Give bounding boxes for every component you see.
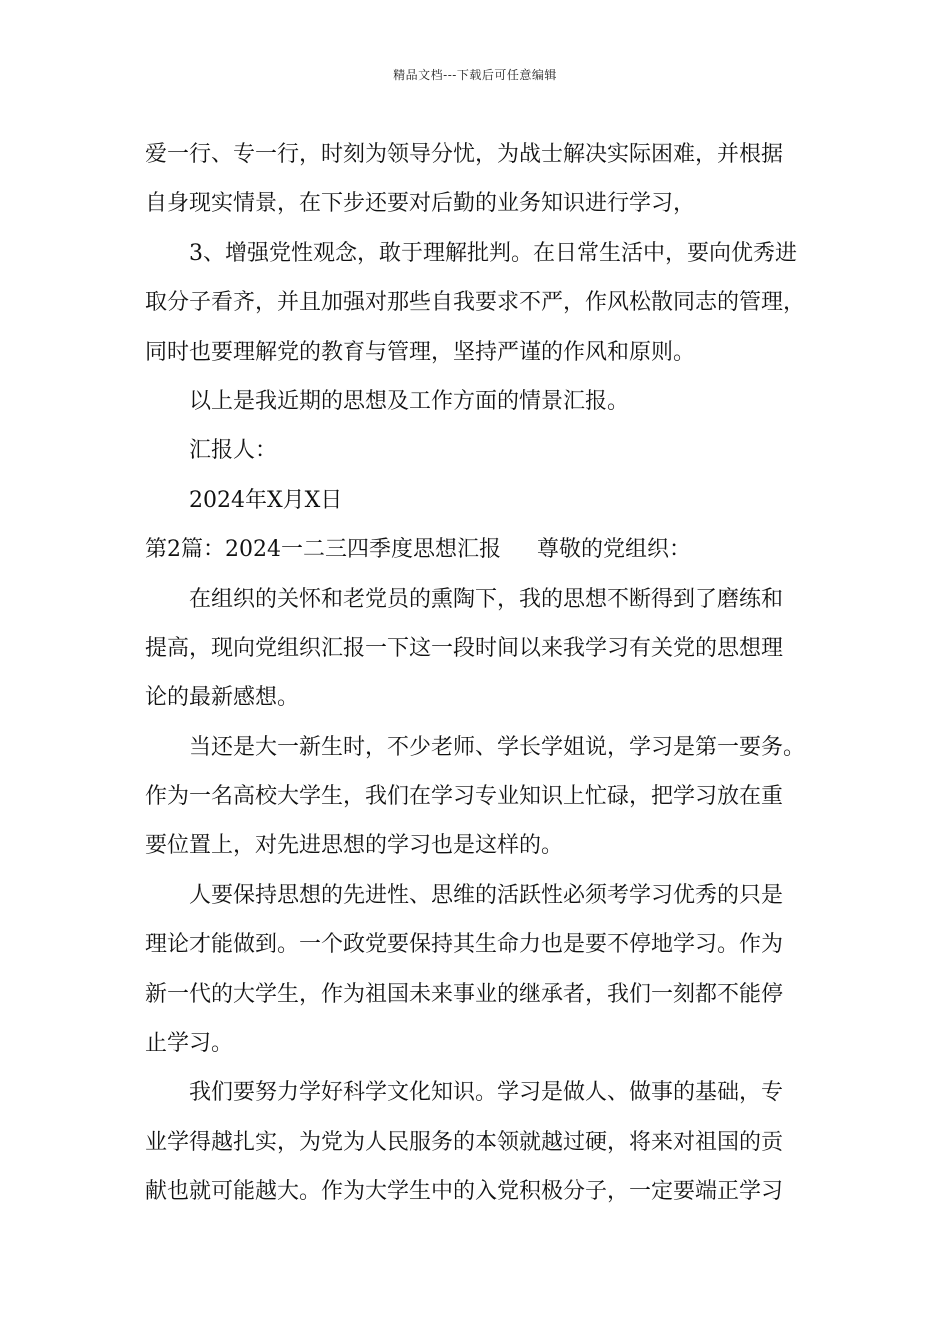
text-line: 爱一行、专一行，时刻为领导分忧，为战士解决实际困难，并根据	[145, 142, 784, 167]
text-line: 要位置上，对先进思想的学习也是这样的。	[145, 833, 564, 859]
text-line: 我们要努力学好科学文化知识。学习是做人、做事的基础，专	[189, 1080, 784, 1106]
text-line: 理论才能做到。一个政党要保持其生命力也是要不停地学习。作为	[145, 932, 784, 958]
text-line: 同时也要理解党的教育与管理，坚持严谨的作风和原则。	[145, 339, 696, 365]
salutation: 尊敬的党组织：	[537, 537, 692, 563]
text-line: 作为一名高校大学生，我们在学习专业知识上忙碌，把学习放在重	[145, 784, 784, 810]
signature-label: 汇报人：	[189, 438, 278, 464]
text-line: 在组织的关怀和老党员的熏陶下，我的思想不断得到了磨练和	[189, 586, 784, 612]
text-line: 人要保持思想的先进性、思维的活跃性必须考学习优秀的只是	[189, 882, 784, 908]
section-heading-line	[145, 525, 825, 574]
text-line: 3、增强党性观念，敢于理解批判。在日常生活中，要向优秀进	[189, 240, 797, 266]
text-line: 止学习。	[145, 1031, 234, 1057]
date-line: 2024年X月X日	[189, 487, 343, 513]
text-line: 论的最新感想。	[145, 685, 300, 711]
text-line: 提高，现向党组织汇报一下这一段时间以来我学习有关党的思想理	[145, 635, 784, 661]
text-line: 业学得越扎实，为党为人民服务的本领就越过硬，将来对祖国的贡	[145, 1129, 784, 1155]
text-line: 以上是我近期的思想及工作方面的情景汇报。	[189, 388, 630, 414]
text-line: 新一代的大学生，作为祖国未来事业的继承者，我们一刻都不能停	[145, 981, 784, 1007]
page-header: 精品文档---下载后可任意编辑	[393, 68, 557, 82]
document-body	[145, 130, 825, 1217]
text-line: 当还是大一新生时，不少老师、学长学姐说，学习是第一要务。	[189, 734, 806, 760]
text-line: 自身现实情景，在下步还要对后勤的业务知识进行学习，	[145, 191, 696, 217]
text-line: 献也就可能越大。作为大学生中的入党积极分子，一定要端正学习	[145, 1179, 784, 1205]
section-heading: 第2篇：2024一二三四季度思想汇报	[145, 537, 501, 563]
text-line: 取分子看齐，并且加强对那些自我要求不严，作风松散同志的管理，	[145, 290, 806, 316]
